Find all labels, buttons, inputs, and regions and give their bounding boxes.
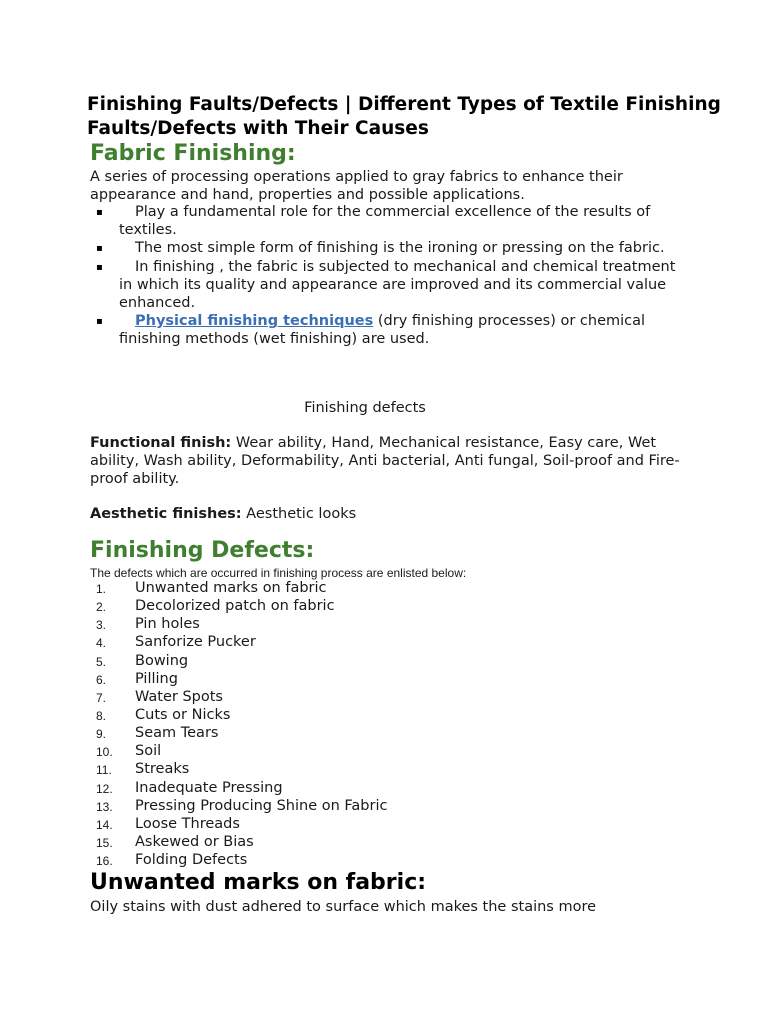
square-bullet-icon: ▪ <box>96 261 103 273</box>
list-item-text: Bowing <box>135 652 189 669</box>
list-item-number: 1. <box>96 582 107 596</box>
list-item-number: 3. <box>96 618 107 633</box>
list-item-number: 7. <box>96 690 107 705</box>
page-title: Finishing Faults/Defects | Different Types of Textile Finishing Faults/Defects with Their Causes <box>87 94 721 139</box>
list-item-text: Pilling <box>135 670 178 687</box>
list-item <box>0 203 679 239</box>
aesthetic-finish-paragraph <box>90 505 690 523</box>
list-item-number: 6. <box>96 672 107 687</box>
list-item-text: Cuts or Nicks <box>135 706 231 723</box>
image-caption: Finishing defects <box>304 400 426 416</box>
square-bullet-icon: ▪ <box>96 316 103 328</box>
bullet-text: Play a fundamental role for the commercial excellence of the results of textiles. <box>119 204 651 239</box>
list-item-number: 11. <box>96 763 112 778</box>
list-item-number: 8. <box>96 708 107 723</box>
bullet-text: The most simple form of finishing is the ironing or pressing on the fabric. <box>135 240 665 257</box>
list-item <box>0 239 679 257</box>
list-item-number: 13. <box>96 799 113 814</box>
list-item <box>0 258 679 313</box>
list-item-text: Decolorized patch on fabric <box>135 598 335 615</box>
finishing-defects-heading: Finishing Defects: <box>90 538 315 563</box>
bullet-text: (dry finishing processes) or chemical finishing methods (wet finishing) are used. <box>119 313 646 348</box>
square-bullet-icon: ▪ <box>96 243 103 255</box>
functional-finish-label: Functional finish: <box>90 435 232 451</box>
physical-finishing-link[interactable]: Physical finishing techniques <box>135 313 374 330</box>
unwanted-marks-text: Oily stains with dust adhered to surface which makes the stains more <box>90 899 597 915</box>
bullet-text: In finishing , the fabric is subjected to mechanical and chemical treatment in which its quality and appearance are improved and its commercial value enhanced. <box>119 258 676 312</box>
aesthetic-finish-text: Aesthetic looks <box>241 506 357 522</box>
list-item-number: 10. <box>96 745 113 760</box>
list-item-text: Sanforize Pucker <box>135 634 256 651</box>
fabric-finishing-bullets <box>0 203 679 349</box>
square-bullet-icon: ▪ <box>96 207 103 218</box>
list-item-number: 9. <box>96 727 107 742</box>
fabric-finishing-intro: A series of processing operations applied to gray fabrics to enhance their appearance and hand, properties and possible applications. <box>90 169 623 204</box>
list-item-text: Seam Tears <box>135 725 219 742</box>
list-item-text: Pin holes <box>135 616 200 633</box>
list-item-text: Loose Threads <box>135 815 240 832</box>
list-item-text: Unwanted marks on fabric <box>135 580 327 596</box>
list-item <box>0 312 679 348</box>
list-item-number: 2. <box>96 600 107 615</box>
list-item-text: Streaks <box>135 761 190 778</box>
functional-finish-text: Wear ability, Hand, Mechanical resistance, Easy care, Wet ability, Wash ability, Deformability, Anti bacterial, Anti fungal, Soil-proof and Fire-proof ability. <box>90 435 680 488</box>
finishing-defects-intro: The defects which are occurred in finishing process are enlisted below: <box>90 566 467 580</box>
list-item-text: Water Spots <box>135 688 223 705</box>
unwanted-marks-heading: Unwanted marks on fabric: <box>90 870 427 895</box>
aesthetic-finish-label: Aesthetic finishes: <box>90 506 242 522</box>
list-item-text: Soil <box>135 743 162 760</box>
list-item-number: 14. <box>96 817 113 832</box>
list-item-text: Pressing Producing Shine on Fabric <box>135 797 388 814</box>
list-item-text: Folding Defects <box>135 852 248 869</box>
list-item-number: 5. <box>96 654 107 669</box>
list-item-text: Inadequate Pressing <box>135 779 283 796</box>
list-item-number: 16. <box>96 854 113 869</box>
list-item-number: 4. <box>96 636 107 651</box>
functional-finish-paragraph <box>90 434 690 489</box>
list-item-text: Askewed or Bias <box>135 833 254 850</box>
list-item-number: 15. <box>96 835 113 850</box>
list-item-number: 12. <box>96 781 113 796</box>
fabric-finishing-heading: Fabric Finishing: <box>90 141 296 166</box>
